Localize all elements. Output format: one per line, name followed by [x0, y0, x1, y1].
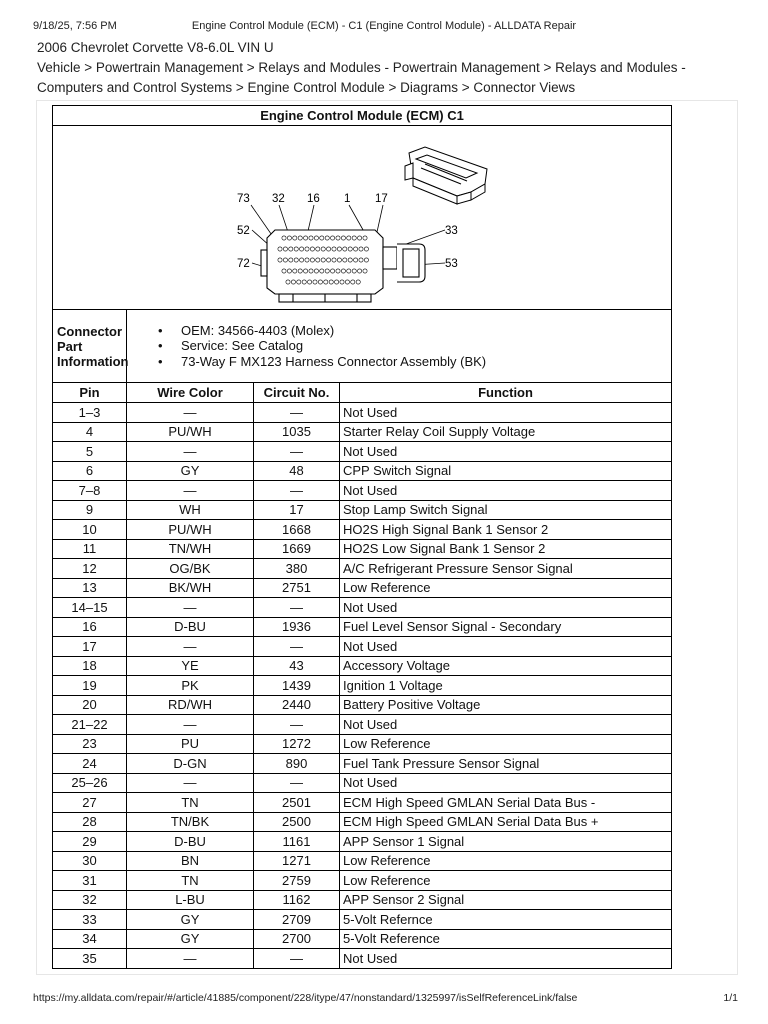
connector-pin — [343, 247, 347, 251]
function-cell: Not Used — [340, 949, 672, 969]
connector-pin — [314, 269, 318, 273]
connector-pin — [358, 236, 362, 240]
connector-diagram-cell — [53, 126, 672, 310]
wire-color-cell: PK — [127, 676, 254, 696]
connector-pin — [283, 258, 287, 262]
table-row — [53, 461, 672, 481]
connector-pin — [300, 247, 304, 251]
circuit-cell: — — [254, 637, 340, 657]
pin-cell: 9 — [53, 500, 127, 520]
connector-info-list — [127, 323, 671, 370]
connector-pin — [336, 269, 340, 273]
circuit-cell: 890 — [254, 754, 340, 774]
table-row — [53, 500, 672, 520]
connector-pin — [321, 247, 325, 251]
connector-pin — [293, 269, 297, 273]
pin-cell: 4 — [53, 422, 127, 442]
wire-color-cell: — — [127, 715, 254, 735]
pin-label-16: 16 — [307, 193, 320, 205]
circuit-cell: 2759 — [254, 871, 340, 891]
connector-pin — [287, 236, 291, 240]
pin-cell: 21–22 — [53, 715, 127, 735]
function-cell: Battery Positive Voltage — [340, 695, 672, 715]
wire-color-cell: — — [127, 442, 254, 462]
connector-pin — [356, 280, 360, 284]
wire-color-cell: GY — [127, 461, 254, 481]
function-cell: Accessory Voltage — [340, 656, 672, 676]
connector-pin — [300, 258, 304, 262]
wire-color-cell: BN — [127, 851, 254, 871]
connector-pin — [304, 269, 308, 273]
connector-pin — [354, 247, 358, 251]
connector-pin — [329, 280, 333, 284]
circuit-cell: 1668 — [254, 520, 340, 540]
function-cell: Low Reference — [340, 734, 672, 754]
connector-pin — [320, 236, 324, 240]
circuit-cell: 1271 — [254, 851, 340, 871]
function-cell: Low Reference — [340, 871, 672, 891]
connector-pin — [337, 247, 341, 251]
connector-pin — [354, 258, 358, 262]
wire-color-cell: L-BU — [127, 890, 254, 910]
function-cell: Not Used — [340, 637, 672, 657]
connector-pin — [332, 258, 336, 262]
connector-pin — [305, 247, 309, 251]
footer-url: https://my.alldata.com/repair/#/article/41885/component/228/itype/47/nonstandard/1325997/isSelfReferenceLink/false — [33, 992, 578, 1004]
connector-pin — [348, 247, 352, 251]
function-cell: 5-Volt Reference — [340, 929, 672, 949]
pin-cell: 30 — [53, 851, 127, 871]
function-cell: Low Reference — [340, 851, 672, 871]
circuit-cell: — — [254, 481, 340, 501]
wire-color-cell: TN — [127, 871, 254, 891]
connector-table — [52, 105, 672, 969]
pin-cell: 29 — [53, 832, 127, 852]
connector-pin — [325, 236, 329, 240]
pin-cell: 1–3 — [53, 403, 127, 423]
pin-cell: 27 — [53, 793, 127, 813]
connector-pin — [313, 280, 317, 284]
connector-pin — [325, 269, 329, 273]
circuit-cell: 1272 — [254, 734, 340, 754]
pin-cell: 11 — [53, 539, 127, 559]
function-cell: HO2S High Signal Bank 1 Sensor 2 — [340, 520, 672, 540]
connector-info-cell — [127, 310, 672, 383]
function-cell: APP Sensor 1 Signal — [340, 832, 672, 852]
circuit-cell: — — [254, 442, 340, 462]
circuit-cell: 1161 — [254, 832, 340, 852]
vehicle-title: 2006 Chevrolet Corvette V8-6.0L VIN U — [37, 40, 274, 55]
circuit-cell: — — [254, 949, 340, 969]
connector-pin — [286, 280, 290, 284]
table-row — [53, 598, 672, 618]
circuit-cell: — — [254, 773, 340, 793]
connector-pin — [302, 280, 306, 284]
wire-color-cell: TN/WH — [127, 539, 254, 559]
wire-color-cell: GY — [127, 929, 254, 949]
circuit-cell: 1936 — [254, 617, 340, 637]
table-caption: Engine Control Module (ECM) C1 — [53, 106, 672, 126]
pin-cell: 25–26 — [53, 773, 127, 793]
function-cell: Not Used — [340, 442, 672, 462]
pin-label-72: 72 — [237, 258, 250, 270]
pin-cell: 19 — [53, 676, 127, 696]
connector-pin — [359, 247, 363, 251]
wire-color-cell: WH — [127, 500, 254, 520]
connector-pin — [289, 247, 293, 251]
wire-color-cell: D-BU — [127, 832, 254, 852]
connector-pin — [336, 236, 340, 240]
connector-pin — [310, 247, 314, 251]
table-row — [53, 949, 672, 969]
table-row — [53, 578, 672, 598]
function-cell: HO2S Low Signal Bank 1 Sensor 2 — [340, 539, 672, 559]
wire-color-cell: PU — [127, 734, 254, 754]
wire-color-cell: TN/BK — [127, 812, 254, 832]
circuit-cell: 43 — [254, 656, 340, 676]
connector-pin — [321, 258, 325, 262]
table-row — [53, 851, 672, 871]
connector-pin — [335, 280, 339, 284]
pin-cell: 13 — [53, 578, 127, 598]
wire-color-cell: D-GN — [127, 754, 254, 774]
connector-pin — [337, 258, 341, 262]
connector-pin — [359, 258, 363, 262]
connector-info-label: Connector Part Information — [53, 310, 127, 383]
pin-label-32: 32 — [272, 193, 285, 205]
circuit-cell: 1162 — [254, 890, 340, 910]
table-row — [53, 929, 672, 949]
connector-pin — [347, 236, 351, 240]
circuit-cell: 1439 — [254, 676, 340, 696]
table-row — [53, 793, 672, 813]
connector-pin — [305, 258, 309, 262]
connector-pin — [345, 280, 349, 284]
table-row — [53, 481, 672, 501]
table-row — [53, 773, 672, 793]
connector-pin — [298, 236, 302, 240]
connector-pin — [347, 269, 351, 273]
wire-color-cell: YE — [127, 656, 254, 676]
pin-label-17: 17 — [375, 193, 388, 205]
table-row — [53, 754, 672, 774]
table-row — [53, 617, 672, 637]
table-row — [53, 734, 672, 754]
connector-pin — [363, 236, 367, 240]
connector-pin — [341, 236, 345, 240]
breadcrumb[interactable]: Vehicle > Powertrain Management > Relays and Modules - Powertrain Management > Relays and Modules - Computers and Control Systems > Engine Control Module > Diagrams > Connector Views — [37, 60, 686, 95]
function-cell: ECM High Speed GMLAN Serial Data Bus - — [340, 793, 672, 813]
connector-pin — [331, 236, 335, 240]
pin-cell: 31 — [53, 871, 127, 891]
function-cell: Fuel Tank Pressure Sensor Signal — [340, 754, 672, 774]
connector-pin — [331, 269, 335, 273]
print-title: Engine Control Module (ECM) - C1 (Engine Control Module) - ALLDATA Repair — [191, 20, 577, 32]
circuit-cell: 2700 — [254, 929, 340, 949]
table-row — [53, 871, 672, 891]
table-row — [53, 695, 672, 715]
wire-color-cell: — — [127, 481, 254, 501]
table-row — [53, 832, 672, 852]
pin-label-73: 73 — [237, 193, 250, 205]
function-cell: Ignition 1 Voltage — [340, 676, 672, 696]
table-row — [53, 559, 672, 579]
column-header-pin: Pin — [53, 383, 127, 403]
table-row — [53, 812, 672, 832]
circuit-cell: 2751 — [254, 578, 340, 598]
connector-pin — [316, 247, 320, 251]
table-row — [53, 715, 672, 735]
pin-cell: 18 — [53, 656, 127, 676]
pin-cell: 6 — [53, 461, 127, 481]
connector-pin — [351, 280, 355, 284]
pin-cell: 28 — [53, 812, 127, 832]
connector-pin — [298, 269, 302, 273]
connector-pin — [289, 258, 293, 262]
pin-cell: 5 — [53, 442, 127, 462]
connector-pin — [340, 280, 344, 284]
connector-pin — [293, 236, 297, 240]
circuit-cell: — — [254, 598, 340, 618]
connector-info-item: • OEM: 34566-4403 (Molex) — [181, 323, 671, 339]
connector-pin — [341, 269, 345, 273]
wire-color-cell: D-BU — [127, 617, 254, 637]
circuit-cell: 1669 — [254, 539, 340, 559]
table-row — [53, 637, 672, 657]
pin-cell: 20 — [53, 695, 127, 715]
pin-cell: 32 — [53, 890, 127, 910]
connector-pin — [327, 247, 331, 251]
wire-color-cell: PU/WH — [127, 520, 254, 540]
connector-pin — [327, 258, 331, 262]
pin-label-53: 53 — [445, 258, 458, 270]
pin-cell: 34 — [53, 929, 127, 949]
table-body — [53, 403, 672, 969]
pin-cell: 14–15 — [53, 598, 127, 618]
connector-3d-view — [405, 147, 487, 204]
connector-pin — [291, 280, 295, 284]
function-cell: Fuel Level Sensor Signal - Secondary — [340, 617, 672, 637]
connector-pin — [318, 280, 322, 284]
connector-pin — [348, 258, 352, 262]
connector-diagram — [53, 126, 672, 309]
function-cell: Not Used — [340, 403, 672, 423]
connector-face — [261, 230, 425, 302]
connector-pin — [278, 247, 282, 251]
wire-color-cell: — — [127, 637, 254, 657]
connector-pin — [316, 258, 320, 262]
connector-info-item: • Service: See Catalog — [181, 338, 671, 354]
circuit-cell: 380 — [254, 559, 340, 579]
connector-pin — [343, 258, 347, 262]
connector-pin — [278, 258, 282, 262]
connector-pin — [287, 269, 291, 273]
pin-cell: 23 — [53, 734, 127, 754]
circuit-cell: 2501 — [254, 793, 340, 813]
pin-cell: 16 — [53, 617, 127, 637]
pin-cell: 7–8 — [53, 481, 127, 501]
pin-cell: 24 — [53, 754, 127, 774]
circuit-cell: 48 — [254, 461, 340, 481]
circuit-cell: 2440 — [254, 695, 340, 715]
function-cell: Not Used — [340, 481, 672, 501]
table-row — [53, 422, 672, 442]
connector-pin — [282, 236, 286, 240]
function-cell: APP Sensor 2 Signal — [340, 890, 672, 910]
wire-color-cell: — — [127, 773, 254, 793]
print-datetime: 9/18/25, 7:56 PM — [33, 20, 117, 32]
circuit-cell: — — [254, 403, 340, 423]
function-cell: 5-Volt Refernce — [340, 910, 672, 930]
breadcrumb-area — [37, 38, 737, 98]
column-header-wire-color: Wire Color — [127, 383, 254, 403]
pin-label-33: 33 — [445, 225, 458, 237]
connector-pin — [283, 247, 287, 251]
pin-cell: 17 — [53, 637, 127, 657]
wire-color-cell: — — [127, 949, 254, 969]
connector-pin — [364, 247, 368, 251]
pin-label-1: 1 — [344, 193, 351, 205]
footer-page-number: 1/1 — [723, 992, 738, 1004]
connector-pin — [352, 269, 356, 273]
pin-cell: 12 — [53, 559, 127, 579]
pin-cell: 10 — [53, 520, 127, 540]
connector-pin — [309, 269, 313, 273]
connector-pin — [352, 236, 356, 240]
table-row — [53, 656, 672, 676]
connector-pin — [364, 258, 368, 262]
function-cell: Not Used — [340, 773, 672, 793]
function-cell: Stop Lamp Switch Signal — [340, 500, 672, 520]
connector-info-item: • 73-Way F MX123 Harness Connector Assembly (BK) — [181, 354, 671, 370]
connector-pin — [308, 280, 312, 284]
wire-color-cell: OG/BK — [127, 559, 254, 579]
wire-color-cell: GY — [127, 910, 254, 930]
connector-pin — [309, 236, 313, 240]
circuit-cell: 2709 — [254, 910, 340, 930]
function-cell: Not Used — [340, 715, 672, 735]
pin-cell: 35 — [53, 949, 127, 969]
wire-color-cell: BK/WH — [127, 578, 254, 598]
circuit-cell: 1035 — [254, 422, 340, 442]
connector-pin — [314, 236, 318, 240]
column-header-circuit: Circuit No. — [254, 383, 340, 403]
table-row — [53, 539, 672, 559]
connector-pin — [297, 280, 301, 284]
pin-label-52: 52 — [237, 225, 250, 237]
connector-pin — [294, 258, 298, 262]
wire-color-cell: RD/WH — [127, 695, 254, 715]
connector-pin — [320, 269, 324, 273]
connector-pin — [294, 247, 298, 251]
function-cell: ECM High Speed GMLAN Serial Data Bus + — [340, 812, 672, 832]
pin-cell: 33 — [53, 910, 127, 930]
print-header — [0, 0, 768, 34]
connector-pin — [332, 247, 336, 251]
wire-color-cell: TN — [127, 793, 254, 813]
table-row — [53, 910, 672, 930]
connector-pin — [310, 258, 314, 262]
connector-pin — [304, 236, 308, 240]
connector-pin — [282, 269, 286, 273]
connector-pin — [324, 280, 328, 284]
circuit-cell: 17 — [254, 500, 340, 520]
wire-color-cell: — — [127, 598, 254, 618]
function-cell: Not Used — [340, 598, 672, 618]
circuit-cell: — — [254, 715, 340, 735]
table-row — [53, 442, 672, 462]
function-cell: Starter Relay Coil Supply Voltage — [340, 422, 672, 442]
wire-color-cell: — — [127, 403, 254, 423]
function-cell: A/C Refrigerant Pressure Sensor Signal — [340, 559, 672, 579]
table-row — [53, 403, 672, 423]
table-row — [53, 676, 672, 696]
wire-color-cell: PU/WH — [127, 422, 254, 442]
connector-pin — [363, 269, 367, 273]
table-row — [53, 520, 672, 540]
circuit-cell: 2500 — [254, 812, 340, 832]
table-row — [53, 890, 672, 910]
function-cell: Low Reference — [340, 578, 672, 598]
function-cell: CPP Switch Signal — [340, 461, 672, 481]
connector-pin — [358, 269, 362, 273]
column-header-function: Function — [340, 383, 672, 403]
